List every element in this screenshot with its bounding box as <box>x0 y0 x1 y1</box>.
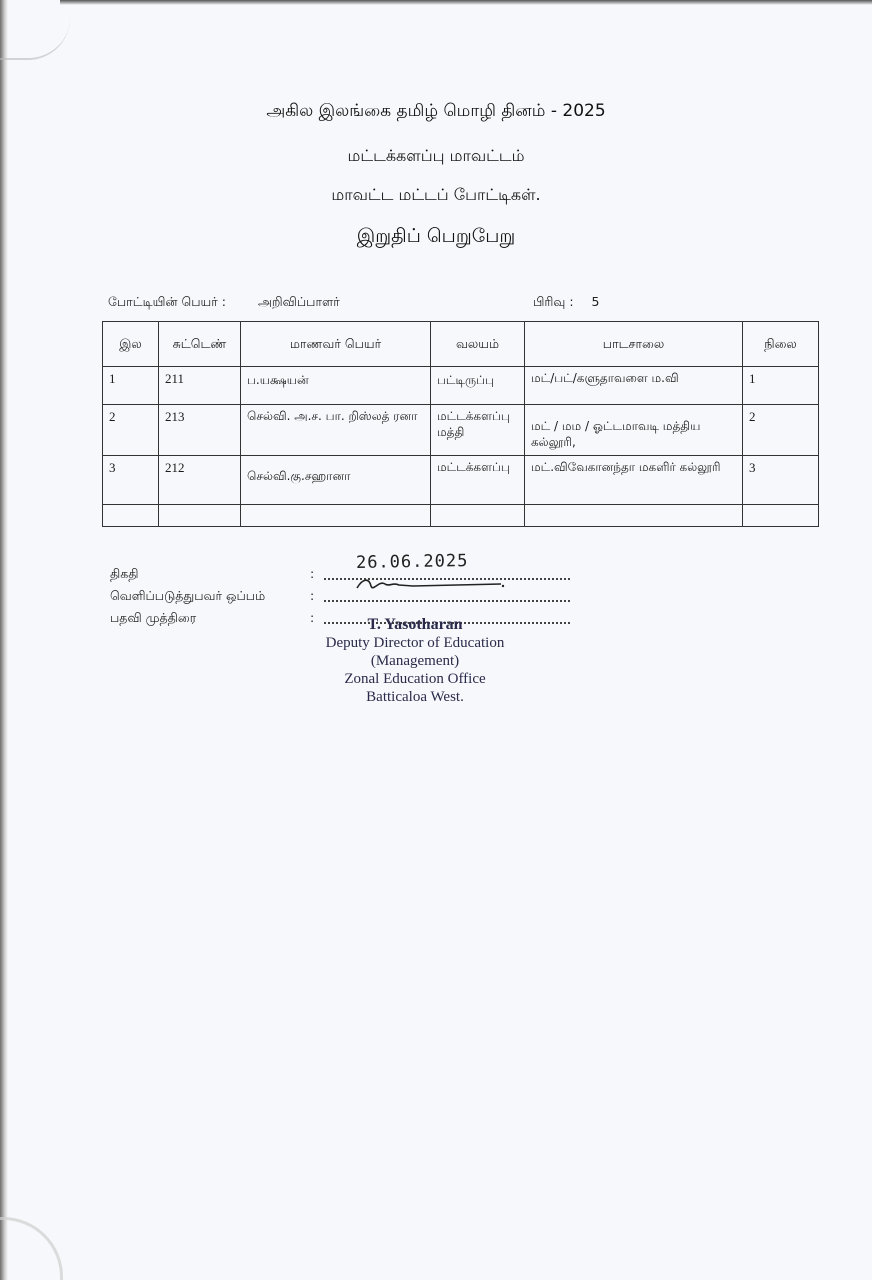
cell-empty <box>431 505 525 527</box>
cell-rank: 1 <box>743 367 819 405</box>
col-header-index: சுட்டெண் <box>159 322 241 367</box>
cell-empty <box>159 505 241 527</box>
date-colon: : <box>310 566 315 581</box>
table-row <box>103 405 819 456</box>
stamp-location: Batticaloa West. <box>366 689 464 705</box>
event-title: அகில இலங்கை தமிழ் மொழி தினம் - 2025 <box>266 101 606 121</box>
division-value: 5 <box>591 294 600 309</box>
competition-name-value: அறிவிப்பாளர் <box>257 294 340 309</box>
col-header-student-name: மாணவர் பெயர் <box>241 322 431 367</box>
cell-no: 3 <box>103 456 159 505</box>
page-top-shadow <box>60 0 872 5</box>
student-name: செல்வி.கு.சஹானா <box>247 469 351 483</box>
signature-label: வெளிப்படுத்துபவர் ஒப்பம் <box>110 588 266 603</box>
signature-scribble <box>355 576 505 594</box>
handwritten-date: 26.06.2025 <box>355 551 469 573</box>
cell-student-name <box>241 456 431 505</box>
final-results-title: இறுதிப் பெறுபேறு <box>356 225 516 247</box>
paper-corner-mark <box>0 1217 63 1280</box>
stamp-title: Deputy Director of Education <box>325 635 505 651</box>
signature-colon: : <box>310 588 315 603</box>
cell-index: 211 <box>159 367 241 405</box>
date-label: திகதி <box>110 566 139 581</box>
cell-school <box>525 405 743 456</box>
division <box>533 294 599 311</box>
official-stamp <box>300 616 530 706</box>
cell-student-name <box>241 367 431 405</box>
zone: பட்டிருப்பு <box>437 373 495 387</box>
cell-zone: மட்டக்களப்பு மத்தி <box>431 405 525 456</box>
cell-student-name: செல்வி. அ.ச. பா. றிஸ்லத் ரனா <box>241 405 431 456</box>
cell-rank: 2 <box>743 405 819 456</box>
stamp-name: T. Yasotharan <box>367 616 463 633</box>
student-name: ப.யக்ஷயன் <box>247 373 309 387</box>
seal-colon: : <box>310 610 315 625</box>
cell-empty <box>743 505 819 527</box>
cell-zone <box>431 367 525 405</box>
cell-index: 213 <box>159 405 241 456</box>
cell-school: மட்.விவேகானந்தா மகளிர் கல்லூரி <box>525 456 743 505</box>
seal-label: பதவி முத்திரை <box>110 610 197 625</box>
district-title: மட்டக்களப்பு மாவட்டம் <box>347 146 525 165</box>
table-row <box>103 456 819 505</box>
level-title: மாவட்ட மட்டப் போட்டிகள். <box>331 185 541 204</box>
cell-index: 212 <box>159 456 241 505</box>
school-name: மட் / மம / ஓட்டமாவடி மத்திய கல்லூரி, <box>531 419 701 449</box>
stamp-office: Zonal Education Office <box>344 671 486 687</box>
results-table <box>102 321 819 527</box>
stamp-dept: (Management) <box>370 653 460 669</box>
cell-empty <box>525 505 743 527</box>
cell-zone: மட்டக்களப்பு <box>431 456 525 505</box>
col-header-no: இல <box>103 322 159 367</box>
cell-school: மட்/பட்/களுதாவளை ம.வி <box>525 367 743 405</box>
competition-name <box>108 294 340 311</box>
table-header-row <box>103 322 819 367</box>
cell-no: 2 <box>103 405 159 456</box>
col-header-zone: வலயம் <box>431 322 525 367</box>
cell-no: 1 <box>103 367 159 405</box>
cell-empty <box>241 505 431 527</box>
col-header-school: பாடசாலை <box>525 322 743 367</box>
table-row-empty <box>103 505 819 527</box>
division-label: பிரிவு : <box>533 294 574 309</box>
col-header-rank: நிலை <box>743 322 819 367</box>
cell-rank: 3 <box>743 456 819 505</box>
cell-empty <box>103 505 159 527</box>
table-row <box>103 367 819 405</box>
competition-name-label: போட்டியின் பெயர் : <box>108 294 226 309</box>
paper-fold-mark <box>0 18 70 60</box>
